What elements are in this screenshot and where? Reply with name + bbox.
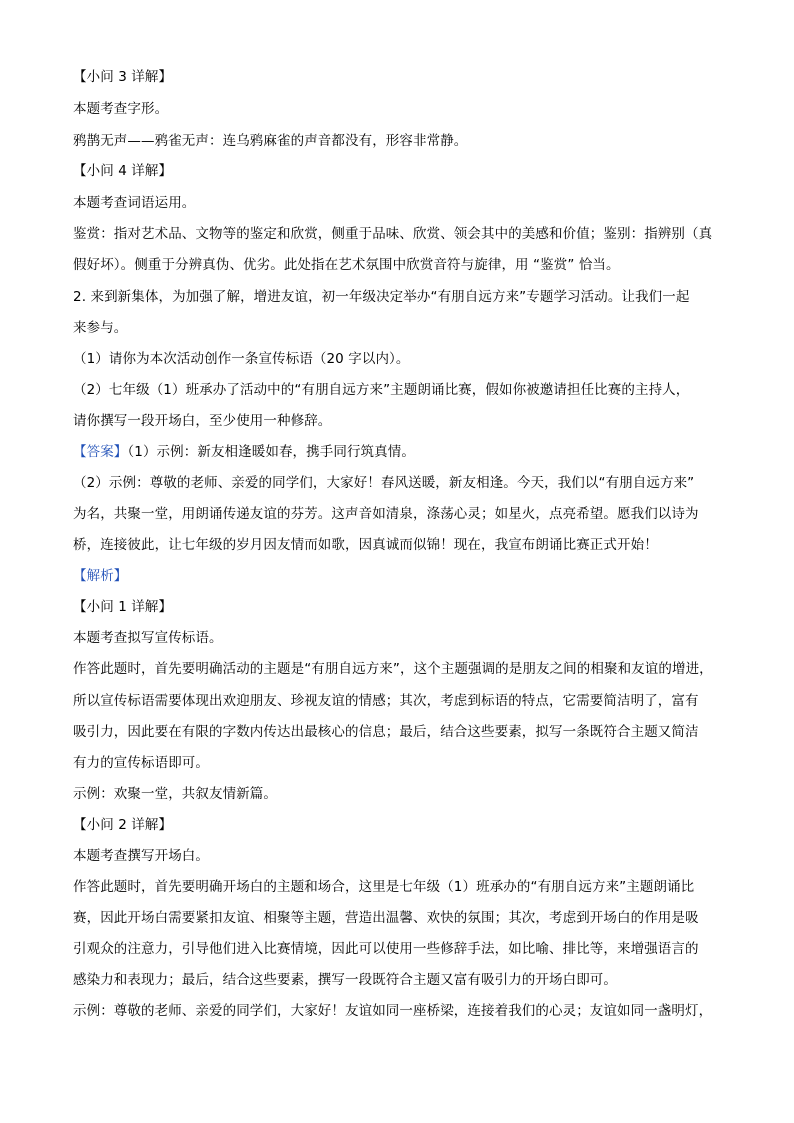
- text-line: 本题考查字形。: [73, 101, 169, 117]
- text-line: 示例：尊敬的老师、亲爱的同学们，大家好！友谊如同一座桥梁，连接着我们的心灵；友谊如同一盏明灯，: [73, 1003, 713, 1019]
- text-line: 来参与。: [73, 320, 128, 336]
- text-line: 作答此题时，首先要明确活动的主题是“有朋自远方来”，这个主题强调的是朋友之间的相聚和友谊的增进，: [73, 661, 713, 677]
- question-2-part-1: （1）请你为本次活动创作一条宣传标语（20 字以内）。: [73, 351, 410, 367]
- text-line: 鸦鹊无声——鸦雀无声：连乌鸦麻雀的声音都没有，形容非常静。: [73, 133, 468, 149]
- text-line: 作答此题时，首先要明确开场白的主题和场合，这里是七年级（1）班承办的“有朋自远方来”主题朗诵比: [73, 879, 695, 895]
- text-line: 本题考查词语运用。: [73, 195, 196, 211]
- text-line: 本题考查撰写开场白。: [73, 848, 209, 864]
- text-line: 吸引力，因此要在有限的字数内传达出最核心的信息；最后，结合这些要素，拟写一条既符合主题又简洁: [73, 724, 699, 740]
- text-line: 感染力和表现力；最后，结合这些要素，撰写一段既符合主题又富有吸引力的开场白即可。: [73, 972, 617, 988]
- text-line: 桥，连接彼此，让七年级的岁月因友情而如歌，因真诚而似锦！现在，我宣布朗诵比赛正式开始！: [73, 537, 658, 553]
- question-2-part-2: （2）七年级（1）班承办了活动中的“有朋自远方来”主题朗诵比赛，假如你被邀请担任比赛的主持人，: [73, 382, 690, 398]
- subquestion-2-heading: 【小问 2 详解】: [73, 817, 173, 833]
- text-line: 请你撰写一段开场白，至少使用一种修辞。: [73, 413, 332, 429]
- text-line: （2）示例：尊敬的老师、亲爱的同学们，大家好！春风送暖，新友相逢。今天，我们以“有朋自远方来”: [73, 475, 695, 491]
- text-line: 所以宣传标语需要体现出欢迎朋友、珍视友谊的情感；其次，考虑到标语的特点，它需要简洁明了，富有: [73, 693, 699, 709]
- text-line: 假好坏）。侧重于分辨真伪、优劣。此处指在艺术氛围中欣赏音符与旋律，用 “鉴赏” 恰当。: [73, 257, 620, 273]
- text-line: 有力的宣传标语即可。: [73, 755, 209, 771]
- text-line: 赛，因此开场白需要紧扣友谊、相聚等主题，营造出温馨、欢快的氛围；其次，考虑到开场白的作用是吸: [73, 910, 699, 926]
- answer-text: （1）示例：新友相逢暖如春，携手同行筑真情。: [127, 444, 415, 460]
- subquestion-4-heading: 【小问 4 详解】: [73, 163, 173, 179]
- text-line: 引观众的注意力，引导他们进入比赛情境，因此可以使用一些修辞手法，如比喻、排比等，来增强语言的: [73, 941, 699, 957]
- answer-tag: 【答案】: [73, 444, 128, 460]
- analysis-tag: 【解析】: [73, 568, 128, 584]
- answer-line: [73, 444, 733, 460]
- subquestion-1-heading: 【小问 1 详解】: [73, 599, 173, 615]
- text-line: 鉴赏：指对艺术品、文物等的鉴定和欣赏，侧重于品味、欣赏、领会其中的美感和价值；鉴别：指辨别（真: [73, 226, 713, 242]
- question-2-text: 2. 来到新集体，为加强了解，增进友谊，初一年级决定举办“有朋自远方来”专题学习活动。让我们一起: [73, 289, 690, 305]
- text-line: 本题考查拟写宣传标语。: [73, 630, 223, 646]
- text-line: 示例：欢聚一堂，共叙友情新篇。: [73, 786, 277, 802]
- text-line: 为名，共聚一堂，用朗诵传递友谊的芬芳。这声音如清泉，涤荡心灵；如星火，点亮希望。愿我们以诗为: [73, 506, 699, 522]
- subquestion-3-heading: 【小问 3 详解】: [73, 69, 173, 85]
